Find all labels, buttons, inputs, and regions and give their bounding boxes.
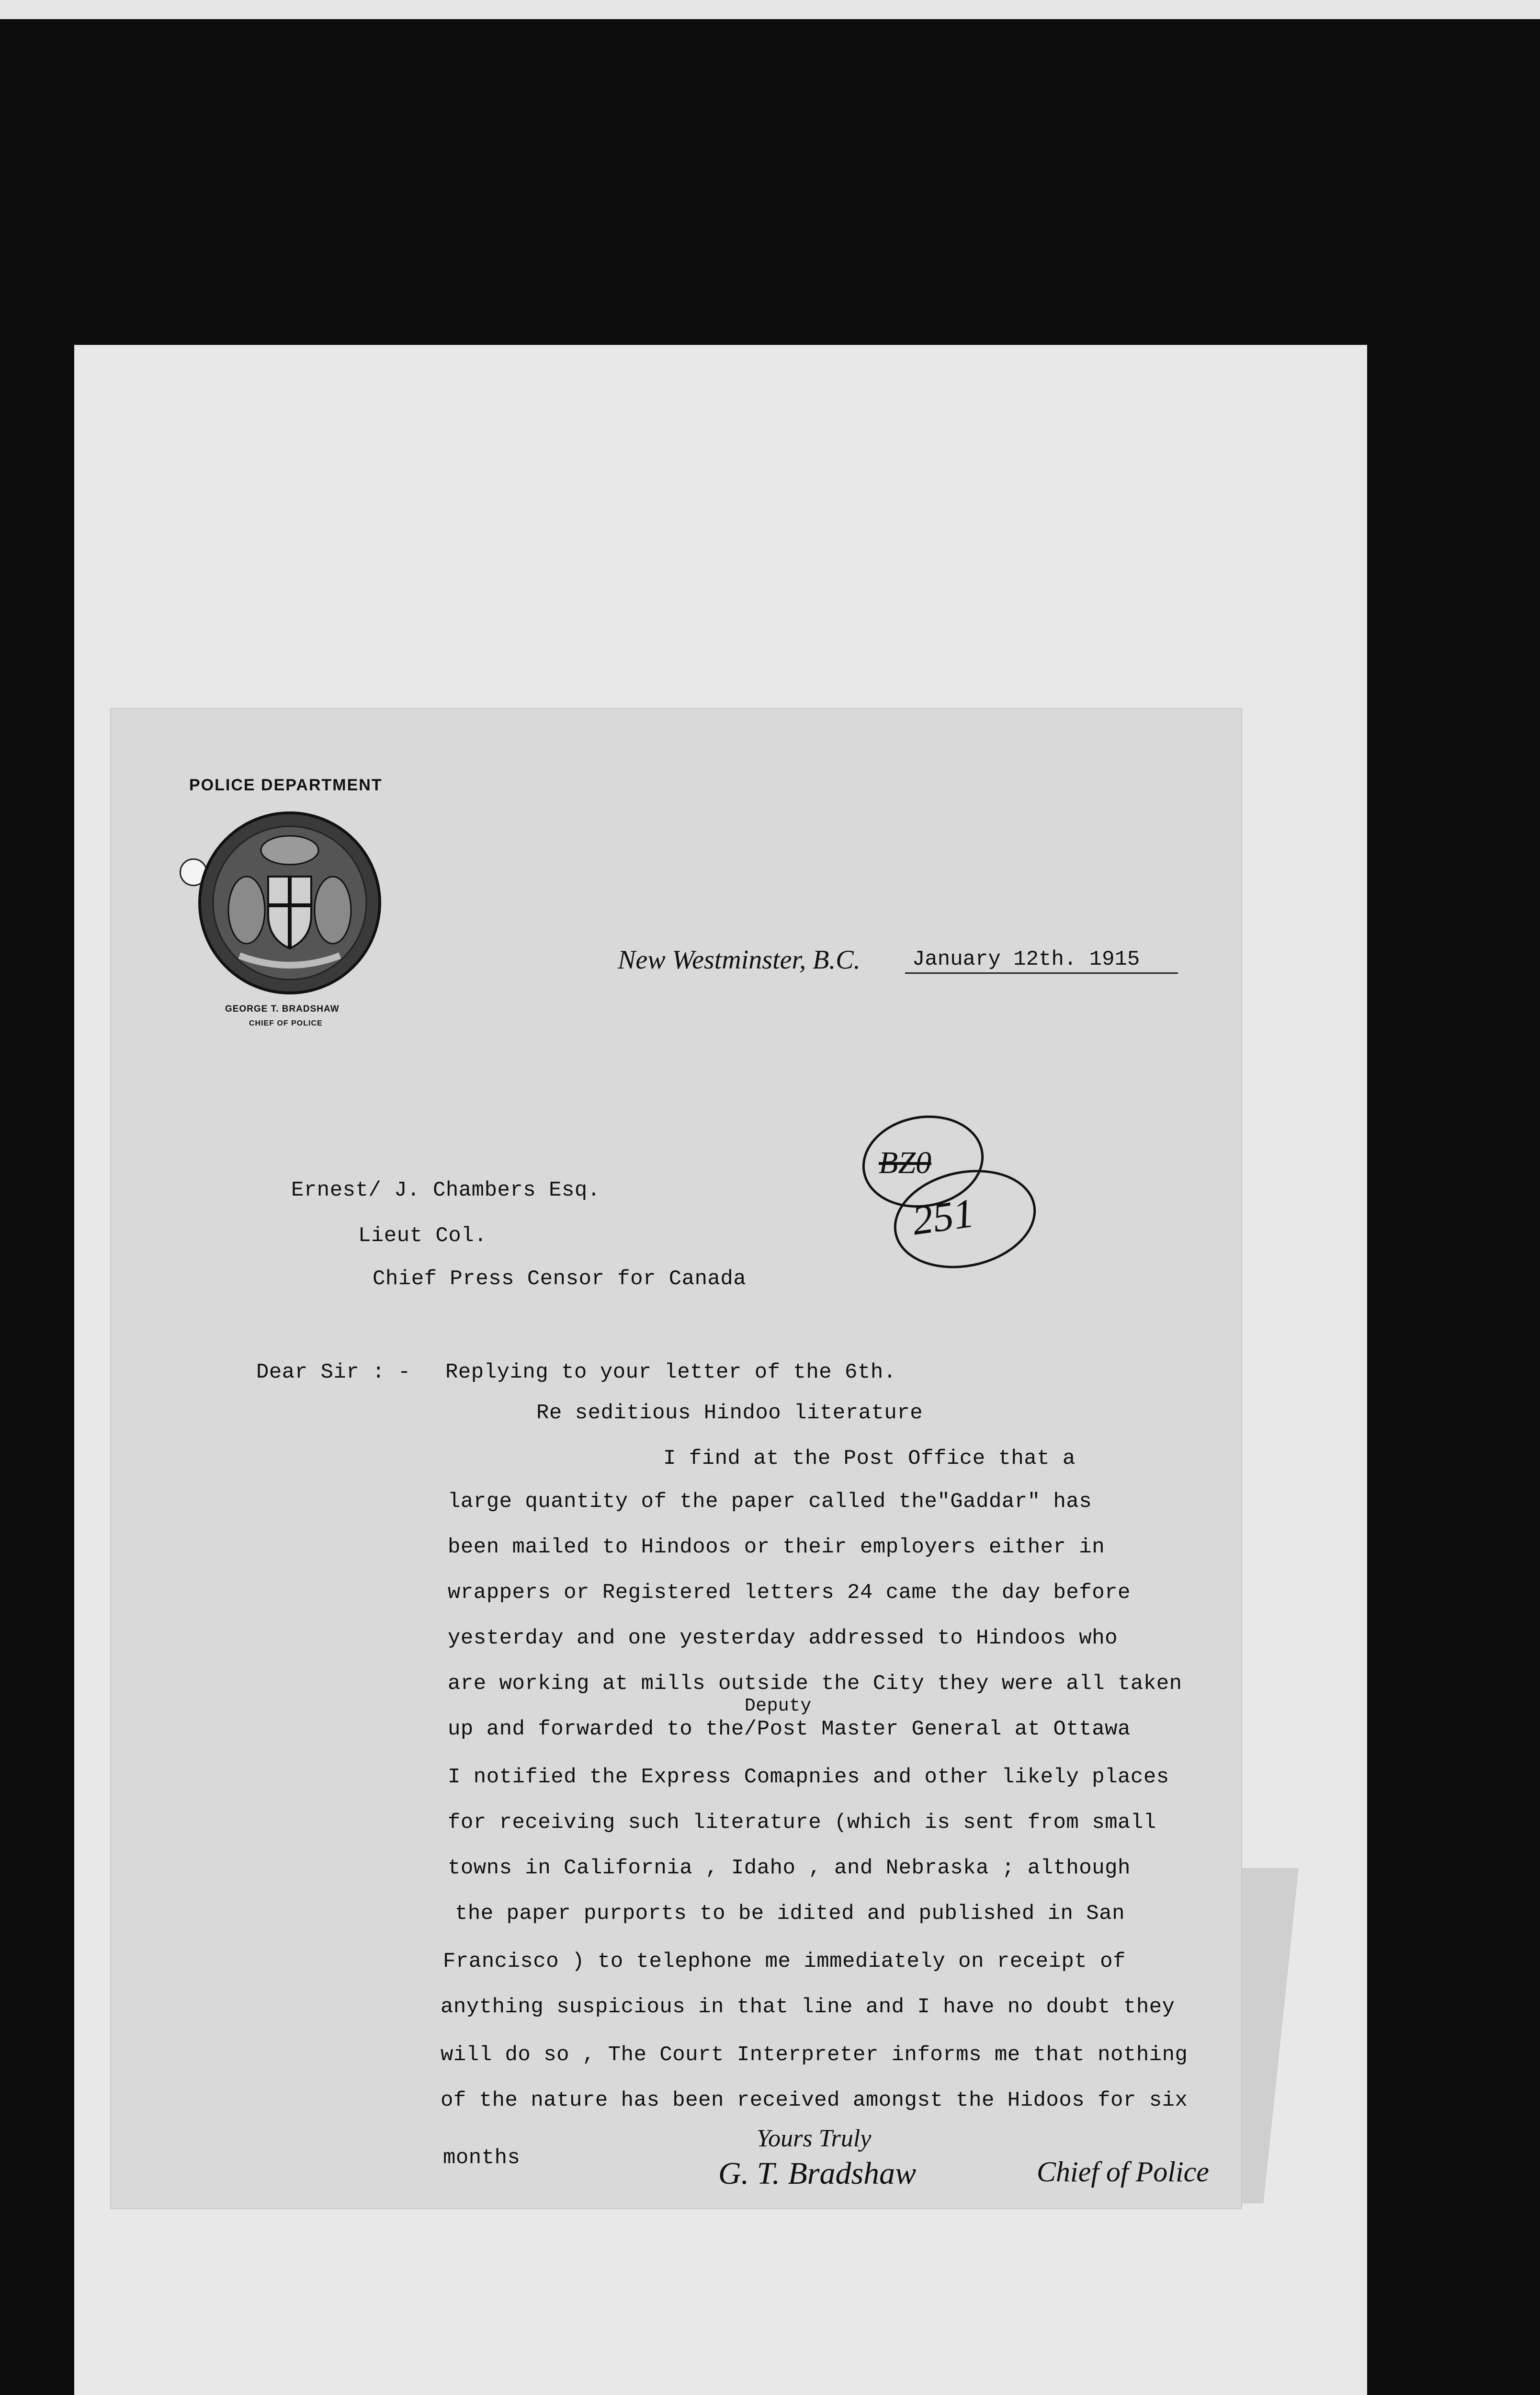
dateline-date: January 12th. 1915 — [912, 947, 1140, 971]
body-line: for receiving such literature (which is sent from small — [448, 1811, 1156, 1835]
film-top-edge — [0, 0, 1540, 19]
reply-reference: Replying to your letter of the 6th. — [445, 1360, 896, 1384]
body-line: up and forwarded to the/Post Master General at Ottawa — [448, 1717, 1131, 1741]
signature-title: Chief of Police — [1037, 2156, 1209, 2188]
seal-name: GEORGE T. BRADSHAW — [225, 1004, 340, 1014]
deputy-insertion: Deputy — [745, 1696, 812, 1716]
file-number-crossed: BZ0 — [879, 1145, 932, 1180]
signature-closing: Yours Truly — [757, 2125, 872, 2152]
body-line: Francisco ) to telephone me immediately on receipt of — [443, 1950, 1126, 1973]
body-line: large quantity of the paper called the"Gaddar" has — [448, 1490, 1092, 1514]
body-line: are working at mills outside the City they were all taken — [448, 1672, 1182, 1696]
body-line: wrappers or Registered letters 24 came the day before — [448, 1581, 1131, 1605]
signature-name: G. T. Bradshaw — [718, 2156, 917, 2191]
police-seal-emblem — [196, 810, 383, 996]
letterhead-department: POLICE DEPARTMENT — [189, 776, 383, 794]
salutation: Dear Sir : - — [256, 1360, 411, 1384]
body-line: the paper purports to be idited and published in San — [455, 1902, 1125, 1926]
file-number: 251 — [909, 1189, 977, 1244]
recipient-title: Chief Press Censor for Canada — [373, 1267, 747, 1291]
dateline-underline — [905, 972, 1178, 974]
body-line: towns in California , Idaho , and Nebraska ; although — [448, 1856, 1131, 1880]
dateline-place: New Westminster, B.C. — [618, 945, 861, 975]
seal-title: CHIEF OF POLICE — [249, 1019, 323, 1027]
body-line: been mailed to Hindoos or their employers either in — [448, 1535, 1105, 1559]
body-line: of the nature has been received amongst the Hidoos for six — [441, 2088, 1188, 2112]
subject-line: Re seditious Hindoo literature — [536, 1401, 923, 1425]
recipient-rank: Lieut Col. — [358, 1224, 487, 1248]
body-line: yesterday and one yesterday addressed to Hindoos who — [448, 1626, 1118, 1650]
body-line: anything suspicious in that line and I have no doubt they — [441, 1995, 1175, 2019]
recipient-name: Ernest/ J. Chambers Esq. — [291, 1178, 600, 1202]
body-line: I notified the Express Comapnies and other likely places — [448, 1765, 1169, 1789]
body-line: will do so , The Court Interpreter informs me that nothing — [441, 2043, 1188, 2067]
body-line: I find at the Post Office that a — [663, 1447, 1076, 1471]
body-line: months — [443, 2146, 521, 2170]
